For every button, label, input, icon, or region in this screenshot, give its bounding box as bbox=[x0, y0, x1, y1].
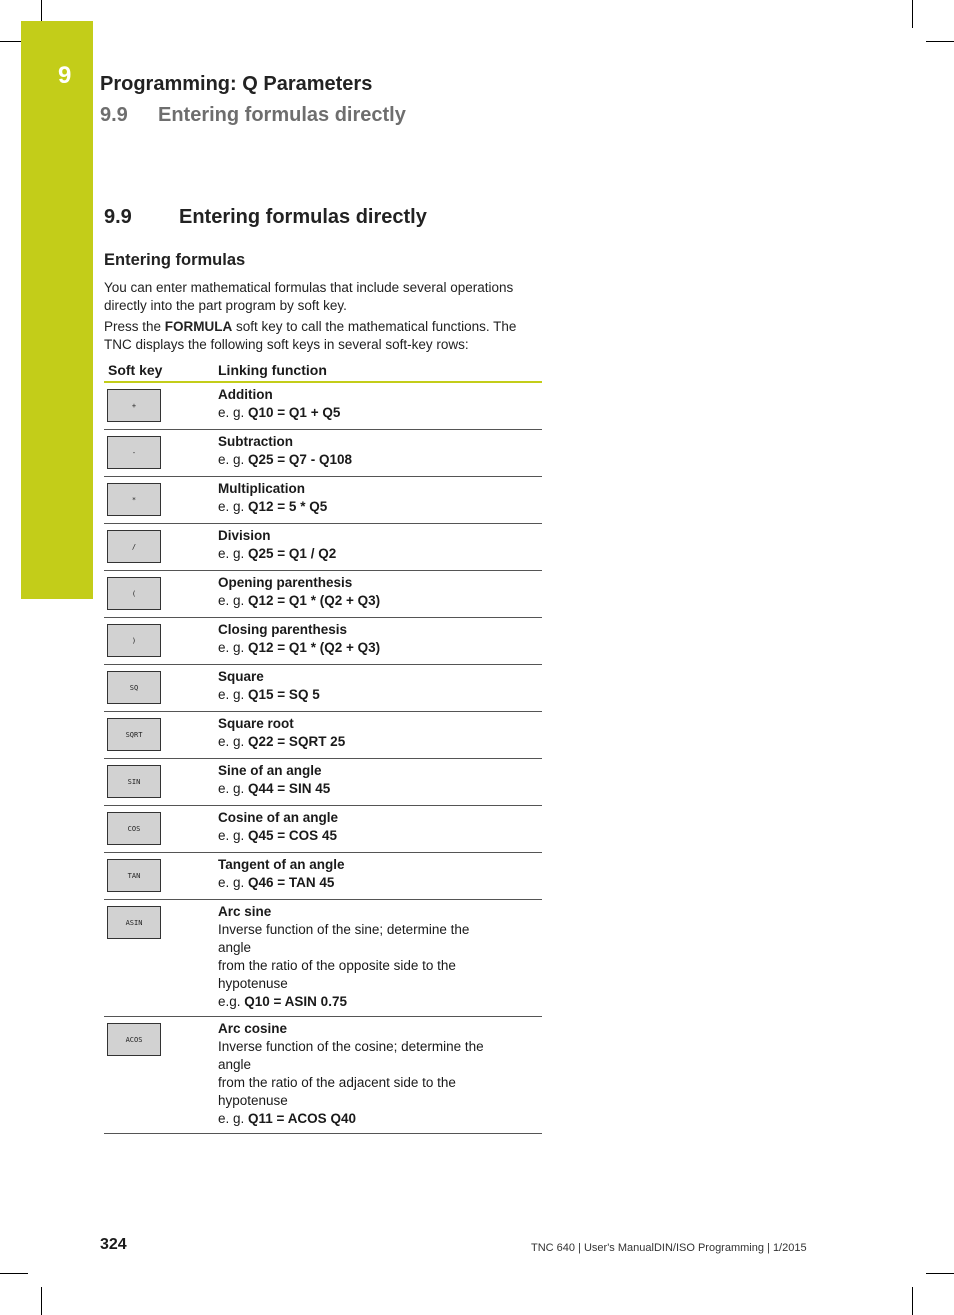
example-formula: Q46 = TAN 45 bbox=[248, 875, 335, 890]
softkey-button[interactable]: + bbox=[107, 389, 161, 422]
function-name: Addition bbox=[218, 387, 273, 402]
section-heading bbox=[104, 206, 427, 229]
running-section-header bbox=[100, 104, 406, 127]
softkey-cell bbox=[104, 853, 218, 899]
chapter-number: 9 bbox=[58, 62, 72, 89]
softkey-cell bbox=[104, 571, 218, 617]
softkey-button[interactable]: SQ bbox=[107, 671, 161, 704]
crop-mark bbox=[41, 1287, 42, 1315]
text: Press the bbox=[104, 319, 165, 334]
function-name: Square root bbox=[218, 716, 294, 731]
softkey-button[interactable]: ASIN bbox=[107, 906, 161, 939]
crop-mark bbox=[912, 0, 913, 28]
function-name: Arc sine bbox=[218, 904, 272, 919]
softkey-cell bbox=[104, 759, 218, 805]
function-name: Multiplication bbox=[218, 481, 305, 496]
example-formula: Q45 = COS 45 bbox=[248, 828, 337, 843]
function-cell bbox=[218, 665, 320, 711]
softkey-button[interactable]: COS bbox=[107, 812, 161, 845]
function-cell bbox=[218, 383, 340, 429]
text: soft key to call the mathematical functions. The TNC displays the following soft keys in several soft-key rows: bbox=[104, 319, 517, 352]
table-row bbox=[104, 571, 542, 618]
crop-mark bbox=[912, 1287, 913, 1315]
function-description: hypotenuse bbox=[218, 976, 288, 991]
function-cell bbox=[218, 806, 338, 852]
softkey-cell bbox=[104, 524, 218, 570]
function-cell bbox=[218, 524, 336, 570]
function-name: Cosine of an angle bbox=[218, 810, 339, 825]
example-prefix: e. g. bbox=[218, 640, 249, 655]
section-number: 9.9 bbox=[100, 104, 128, 126]
function-description: angle bbox=[218, 940, 252, 955]
softkey-cell bbox=[104, 383, 218, 429]
softkey-button[interactable]: SIN bbox=[107, 765, 161, 798]
table-row bbox=[104, 1017, 542, 1134]
function-description: hypotenuse bbox=[218, 1093, 288, 1108]
function-name: Subtraction bbox=[218, 434, 294, 449]
table-row bbox=[104, 853, 542, 900]
function-cell bbox=[218, 712, 345, 758]
table-row bbox=[104, 524, 542, 571]
page-number: 324 bbox=[100, 1236, 127, 1253]
example-formula: Q22 = SQRT 25 bbox=[248, 734, 346, 749]
softkey-cell bbox=[104, 665, 218, 711]
function-cell bbox=[218, 571, 380, 617]
crop-mark bbox=[0, 1273, 28, 1274]
example-prefix: e. g. bbox=[218, 405, 249, 420]
example-formula: Q10 = Q1 + Q5 bbox=[248, 405, 341, 420]
example-formula: Q12 = 5 * Q5 bbox=[248, 499, 328, 514]
function-description: from the ratio of the adjacent side to the bbox=[218, 1075, 456, 1090]
crop-mark bbox=[926, 41, 954, 42]
function-name: Tangent of an angle bbox=[218, 857, 345, 872]
function-cell bbox=[218, 853, 345, 899]
table-row bbox=[104, 900, 542, 1017]
table-row bbox=[104, 759, 542, 806]
table-row bbox=[104, 477, 542, 524]
example-prefix: e.g. bbox=[218, 994, 245, 1009]
table-header bbox=[104, 360, 542, 383]
example-formula: Q10 = ASIN 0.75 bbox=[244, 994, 347, 1009]
crop-mark bbox=[926, 1273, 954, 1274]
function-name: Square bbox=[218, 669, 264, 684]
example-formula: Q12 = Q1 * (Q2 + Q3) bbox=[248, 593, 381, 608]
table-row bbox=[104, 806, 542, 853]
softkey-button[interactable]: TAN bbox=[107, 859, 161, 892]
section-heading-title: Entering formulas directly bbox=[179, 206, 427, 228]
softkey-button[interactable]: / bbox=[107, 530, 161, 563]
section-heading-number: 9.9 bbox=[104, 206, 132, 228]
table-row bbox=[104, 712, 542, 759]
softkey-cell bbox=[104, 618, 218, 664]
softkey-cell bbox=[104, 430, 218, 476]
function-description: from the ratio of the opposite side to the bbox=[218, 958, 456, 973]
formula-keyword: FORMULA bbox=[164, 319, 233, 334]
softkey-cell bbox=[104, 900, 218, 1016]
softkey-button[interactable]: ( bbox=[107, 577, 161, 610]
function-cell bbox=[218, 759, 330, 805]
table-row bbox=[104, 430, 542, 477]
table-row bbox=[104, 618, 542, 665]
example-prefix: e. g. bbox=[218, 781, 249, 796]
subheading: Entering formulas bbox=[104, 251, 246, 269]
example-prefix: e. g. bbox=[218, 875, 249, 890]
example-formula: Q11 = ACOS Q40 bbox=[248, 1111, 356, 1126]
function-description: angle bbox=[218, 1057, 252, 1072]
softkey-cell bbox=[104, 712, 218, 758]
example-formula: Q44 = SIN 45 bbox=[248, 781, 331, 796]
example-prefix: e. g. bbox=[218, 593, 249, 608]
example-prefix: e. g. bbox=[218, 499, 249, 514]
paragraph-intro: You can enter mathematical formulas that include several operations directly into the part program by soft key. bbox=[104, 280, 514, 313]
softkey-button[interactable]: ACOS bbox=[107, 1023, 161, 1056]
function-cell bbox=[218, 618, 380, 664]
table-row bbox=[104, 383, 542, 430]
paragraph-formula bbox=[104, 318, 544, 354]
function-name: Arc cosine bbox=[218, 1021, 288, 1036]
softkey-cell bbox=[104, 477, 218, 523]
example-formula: Q25 = Q7 - Q108 bbox=[248, 452, 352, 467]
function-name: Division bbox=[218, 528, 271, 543]
function-cell bbox=[218, 1017, 484, 1133]
example-formula: Q15 = SQ 5 bbox=[248, 687, 320, 702]
chapter-tab bbox=[21, 21, 93, 599]
softkey-cell bbox=[104, 1017, 218, 1133]
example-prefix: e. g. bbox=[218, 828, 249, 843]
function-name: Closing parenthesis bbox=[218, 622, 348, 637]
example-formula: Q12 = Q1 * (Q2 + Q3) bbox=[248, 640, 381, 655]
softkey-button[interactable]: - bbox=[107, 436, 161, 469]
example-prefix: e. g. bbox=[218, 546, 249, 561]
function-cell bbox=[218, 477, 327, 523]
softkey-button[interactable]: ) bbox=[107, 624, 161, 657]
chapter-title: Programming: Q Parameters bbox=[100, 73, 373, 95]
example-prefix: e. g. bbox=[218, 452, 249, 467]
softkey-button[interactable]: SQRT bbox=[107, 718, 161, 751]
header-soft-key: Soft key bbox=[108, 362, 163, 378]
example-prefix: e. g. bbox=[218, 734, 249, 749]
function-description: Inverse function of the sine; determine the bbox=[218, 922, 470, 937]
example-formula: Q25 = Q1 / Q2 bbox=[248, 546, 337, 561]
function-cell bbox=[218, 900, 469, 1016]
function-name: Sine of an angle bbox=[218, 763, 322, 778]
example-prefix: e. g. bbox=[218, 687, 249, 702]
function-cell bbox=[218, 430, 352, 476]
section-title: Entering formulas directly bbox=[158, 104, 406, 126]
header-linking-function: Linking function bbox=[218, 362, 327, 378]
softkey-table bbox=[104, 360, 542, 1134]
function-description: Inverse function of the cosine; determine the bbox=[218, 1039, 484, 1054]
softkey-button[interactable]: * bbox=[107, 483, 161, 516]
footer-text: TNC 640 | User's ManualDIN/ISO Programming | 1/2015 bbox=[531, 1242, 807, 1254]
function-name: Opening parenthesis bbox=[218, 575, 353, 590]
softkey-cell bbox=[104, 806, 218, 852]
crop-mark bbox=[0, 41, 21, 42]
table-row bbox=[104, 665, 542, 712]
example-prefix: e. g. bbox=[218, 1111, 249, 1126]
crop-mark bbox=[41, 0, 42, 21]
